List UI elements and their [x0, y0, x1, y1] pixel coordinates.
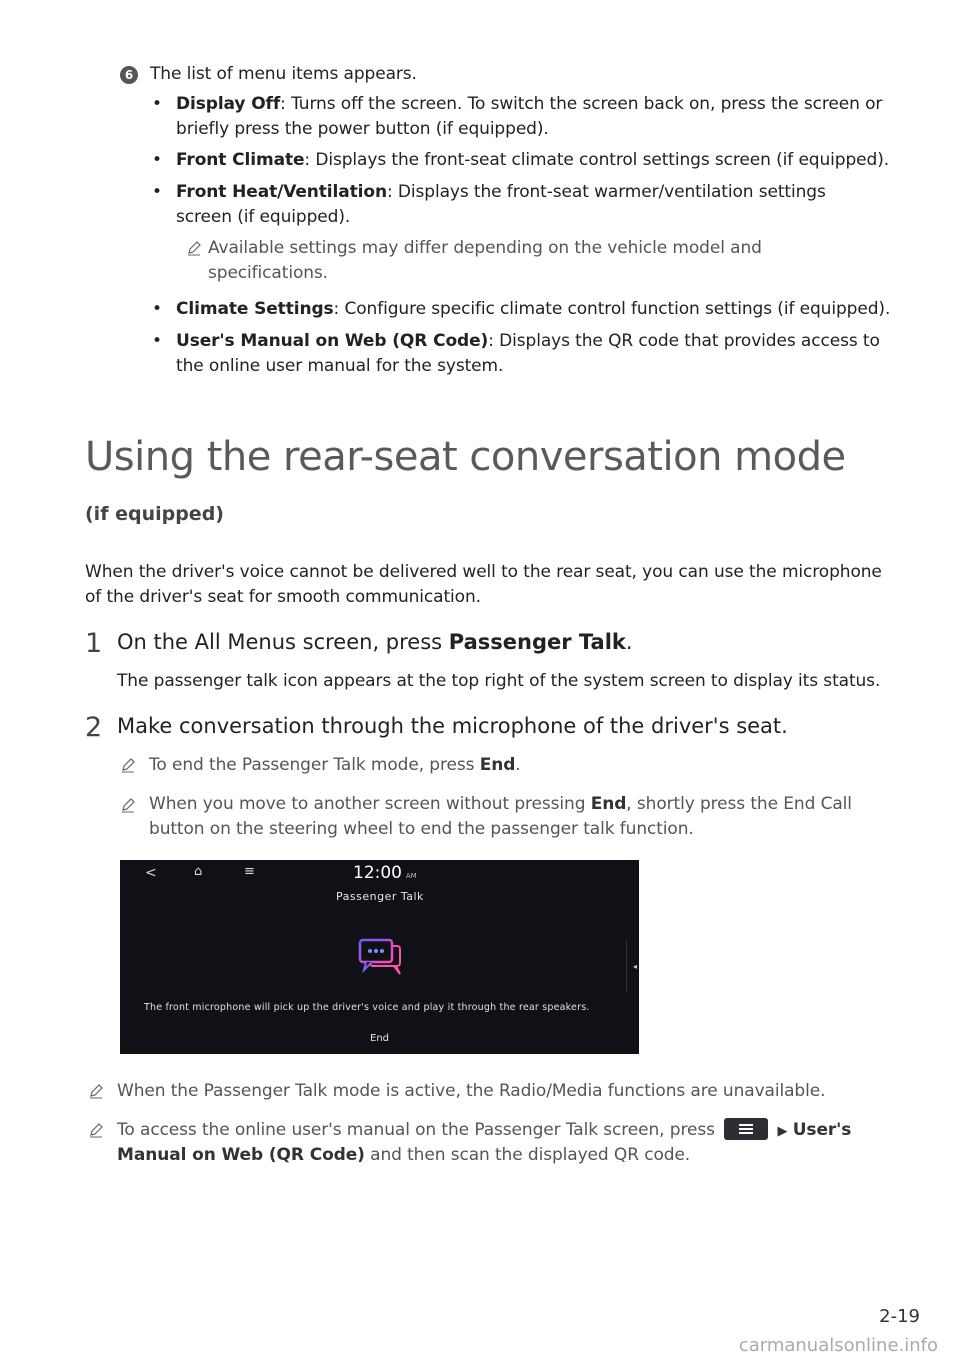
section-title: Using the rear-seat conversation mode	[85, 434, 846, 480]
bullet-item: Front Climate: Displays the front-seat climate control settings screen (if equipped).	[176, 150, 890, 170]
clock: 12:00 AM	[353, 863, 417, 883]
step1-title: On the All Menus screen, press Passenger Talk.	[117, 630, 633, 654]
bullet-note-cont: specifications.	[208, 263, 328, 283]
step2-note1: To end the Passenger Talk mode, press End.	[149, 755, 521, 775]
bullet-item: Front Heat/Ventilation: Displays the front-seat warmer/ventilation settings	[176, 182, 826, 202]
step2-note2-cont: button on the steering wheel to end the passenger talk function.	[149, 819, 694, 839]
bullet-dot: •	[152, 150, 163, 170]
pencil-note-icon	[88, 1083, 104, 1099]
side-panel-divider	[626, 940, 627, 992]
pencil-note-icon	[120, 757, 136, 773]
side-arrow-icon[interactable]: ◂	[632, 962, 637, 971]
pencil-note-icon	[88, 1122, 104, 1138]
bullet-dot: •	[152, 182, 163, 202]
bottom-note2-cont: Manual on Web (QR Code) and then scan the displayed QR code.	[117, 1145, 691, 1165]
home-icon[interactable]: ⌂	[194, 864, 203, 879]
end-button[interactable]: End	[370, 1033, 390, 1044]
bullet-note: Available settings may differ depending on the vehicle model and	[208, 238, 762, 258]
step1-number: 1	[85, 628, 103, 659]
bullet-item-cont: screen (if equipped).	[176, 207, 351, 227]
menu-button-icon	[724, 1118, 768, 1140]
section-subtitle: (if equipped)	[85, 503, 224, 525]
screen-message: The front microphone will pick up the driver's voice and play it through the rear speakers.	[144, 1002, 590, 1013]
section-intro-cont: of the driver's seat for smooth communication.	[85, 587, 481, 607]
watermark: carmanualsonline.info	[738, 1335, 938, 1356]
menu-icon[interactable]: ≡	[244, 864, 255, 879]
bullet-dot: •	[152, 94, 163, 114]
step6-text: The list of menu items appears.	[150, 64, 417, 84]
step1-body: The passenger talk icon appears at the top right of the system screen to display its status.	[117, 671, 881, 691]
bullet-item-cont: briefly press the power button (if equipped).	[176, 119, 549, 139]
bullet-item: User's Manual on Web (QR Code): Displays the QR code that provides access to	[176, 331, 880, 351]
step6-badge: 6	[120, 66, 138, 84]
section-intro: When the driver's voice cannot be delivered well to the rear seat, you can use the microphone	[85, 562, 882, 582]
bullet-item: Display Off: Turns off the screen. To switch the screen back on, press the screen or	[176, 94, 883, 114]
passenger-talk-screen	[120, 860, 639, 1054]
page-number: 2-19	[879, 1306, 920, 1327]
pencil-note-icon	[120, 797, 136, 813]
bottom-note2: To access the online user's manual on the Passenger Talk screen, press ▶ User's	[117, 1120, 852, 1140]
pencil-note-icon	[186, 240, 202, 256]
bottom-note1: When the Passenger Talk mode is active, the Radio/Media functions are unavailable.	[117, 1081, 826, 1101]
bullet-dot: •	[152, 299, 163, 319]
bullet-dot: •	[152, 331, 163, 351]
step2-number: 2	[85, 712, 103, 743]
back-button[interactable]: <	[145, 865, 157, 881]
screen-title: Passenger Talk	[336, 890, 424, 903]
bullet-item: Climate Settings: Configure specific climate control function settings (if equipped).	[176, 299, 891, 319]
step2-title: Make conversation through the microphone of the driver's seat.	[117, 714, 788, 738]
step2-note2: When you move to another screen without pressing End, shortly press the End Call	[149, 794, 852, 814]
bullet-item-cont: the online user manual for the system.	[176, 356, 504, 376]
passenger-talk-icon	[356, 936, 406, 978]
